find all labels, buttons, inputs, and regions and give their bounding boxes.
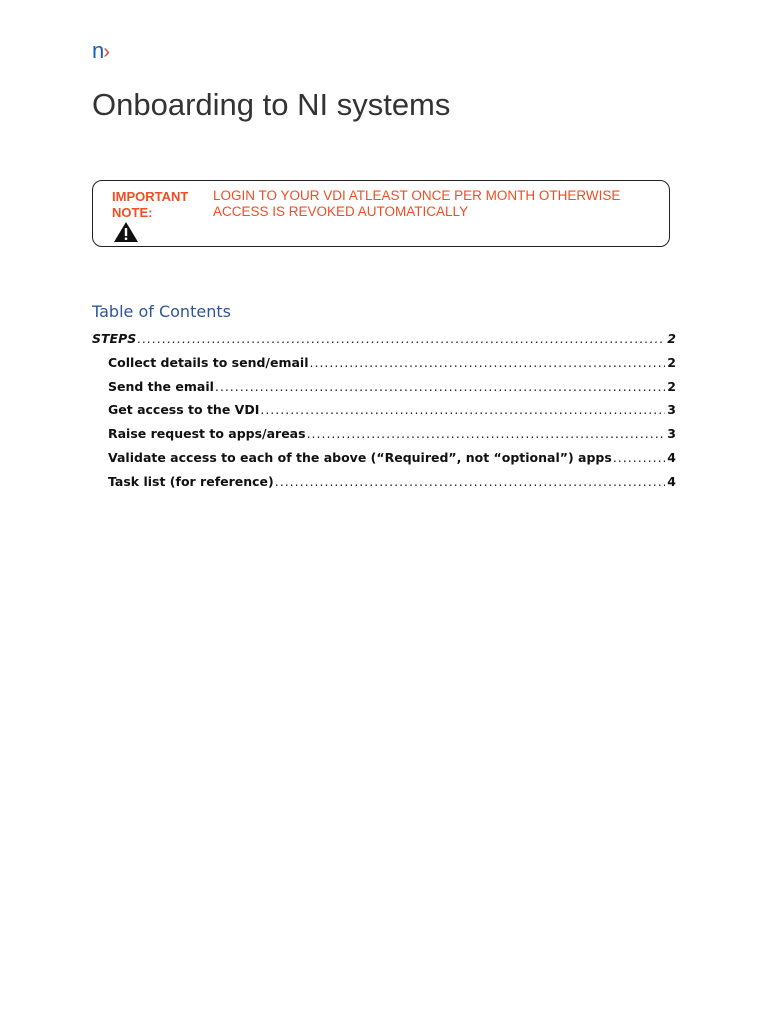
toc-entry-page: 4 [667,449,676,465]
toc-leader-dots [137,331,665,346]
toc-entry-task-list[interactable] [92,474,676,498]
toc-leader-dots [275,474,666,489]
toc-entry-label: Send the email [108,378,214,394]
toc-entry-steps[interactable] [92,331,676,355]
logo-arrow: › [103,41,109,63]
toc-entry-label: Task list (for reference) [108,473,274,489]
toc-entry-label: STEPS [92,331,137,346]
toc-leader-dots [215,379,665,394]
toc-entry-label: Raise request to apps/areas [108,426,306,442]
company-logo [92,38,109,65]
toc-entry-label: Get access to the VDI [108,402,260,418]
toc-leader-dots [307,426,666,441]
toc-entry-page: 3 [667,426,676,442]
note-label [112,189,202,221]
toc-entry-page: 2 [667,331,676,346]
toc-entry-raise-request[interactable] [92,426,676,450]
toc-entry-page: 2 [667,354,676,370]
toc-leader-dots [613,450,665,465]
warning-triangle-icon [113,221,139,243]
table-of-contents [92,331,676,498]
toc-entry-send-email[interactable] [92,379,676,403]
toc-leader-dots [310,355,666,370]
toc-leader-dots [260,402,665,417]
toc-entry-page: 4 [667,473,676,489]
toc-heading: Table of Contents [92,302,231,321]
toc-entry-collect-details[interactable] [92,355,676,379]
toc-entry-validate-access[interactable] [92,450,676,474]
logo-mark: n [92,38,104,63]
note-text: LOGIN TO YOUR VDI ATLEAST ONCE PER MONTH OTHERWISE ACCESS IS REVOKED AUTOMATICALLY [213,188,621,219]
toc-entry-vdi-access[interactable] [92,402,676,426]
page-title: Onboarding to NI systems [92,87,451,122]
toc-entry-label: Collect details to send/email [108,354,309,370]
important-note-box [92,180,670,247]
toc-entry-label: Validate access to each of the above (“Required”, not “optional”) apps [108,449,612,465]
toc-entry-page: 2 [667,378,676,394]
note-label-text: IMPORTANT NOTE: [112,189,189,220]
toc-entry-page: 3 [667,402,676,418]
